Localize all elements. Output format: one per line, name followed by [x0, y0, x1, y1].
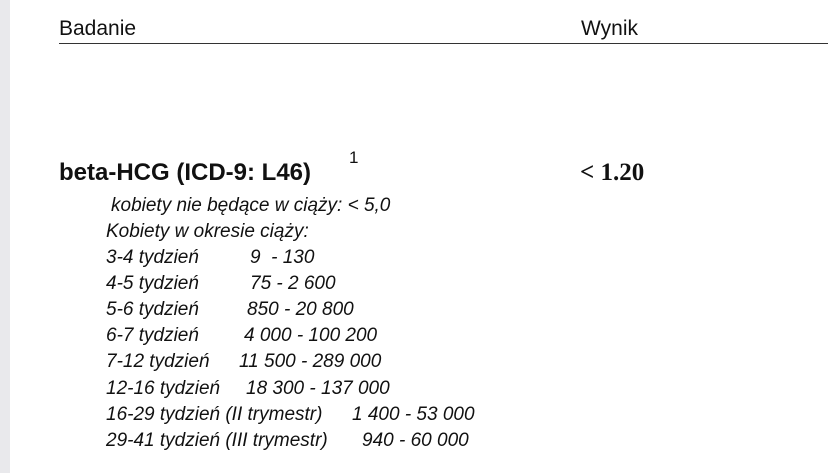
- reference-row-period: 6-7 tydzień: [106, 325, 199, 346]
- column-header-test: Badanie: [59, 17, 137, 40]
- column-header-result: Wynik: [581, 17, 638, 40]
- reference-row-period: 7-12 tydzień: [106, 351, 210, 372]
- reference-row-range: 75 - 2 600: [250, 273, 336, 294]
- reference-row-range: 940 - 60 000: [362, 430, 469, 451]
- reference-row-range: 1 400 - 53 000: [352, 404, 475, 425]
- reference-row-range: 4 000 - 100 200: [244, 325, 378, 346]
- reference-nonpregnant: kobiety nie będące w ciąży: < 5,0: [111, 195, 391, 216]
- reference-pregnant-heading: Kobiety w okresie ciąży:: [106, 221, 309, 242]
- reference-row-range: 9 - 130: [250, 247, 315, 268]
- reference-row-period: 12-16 tydzień: [106, 378, 221, 399]
- lab-report-page: [10, 0, 828, 473]
- test-name: beta-HCG (ICD-9: L46): [59, 159, 312, 186]
- reference-row-range: 18 300 - 137 000: [246, 378, 390, 399]
- reference-row-period: 3-4 tydzień: [106, 247, 199, 268]
- viewer-margin: [0, 0, 10, 473]
- reference-row-period: 29-41 tydzień (III trymestr): [106, 430, 328, 451]
- reference-row-period: 16-29 tydzień (II trymestr): [106, 404, 323, 425]
- reference-row-period: 5-6 tydzień: [106, 299, 199, 320]
- reference-row-period: 4-5 tydzień: [106, 273, 199, 294]
- test-result-value: < 1.20: [580, 159, 645, 186]
- reference-row-range: 11 500 - 289 000: [239, 351, 382, 372]
- reference-row-range: 850 - 20 800: [247, 299, 354, 320]
- footnote-marker: 1: [349, 148, 359, 167]
- header-divider: [59, 43, 828, 44]
